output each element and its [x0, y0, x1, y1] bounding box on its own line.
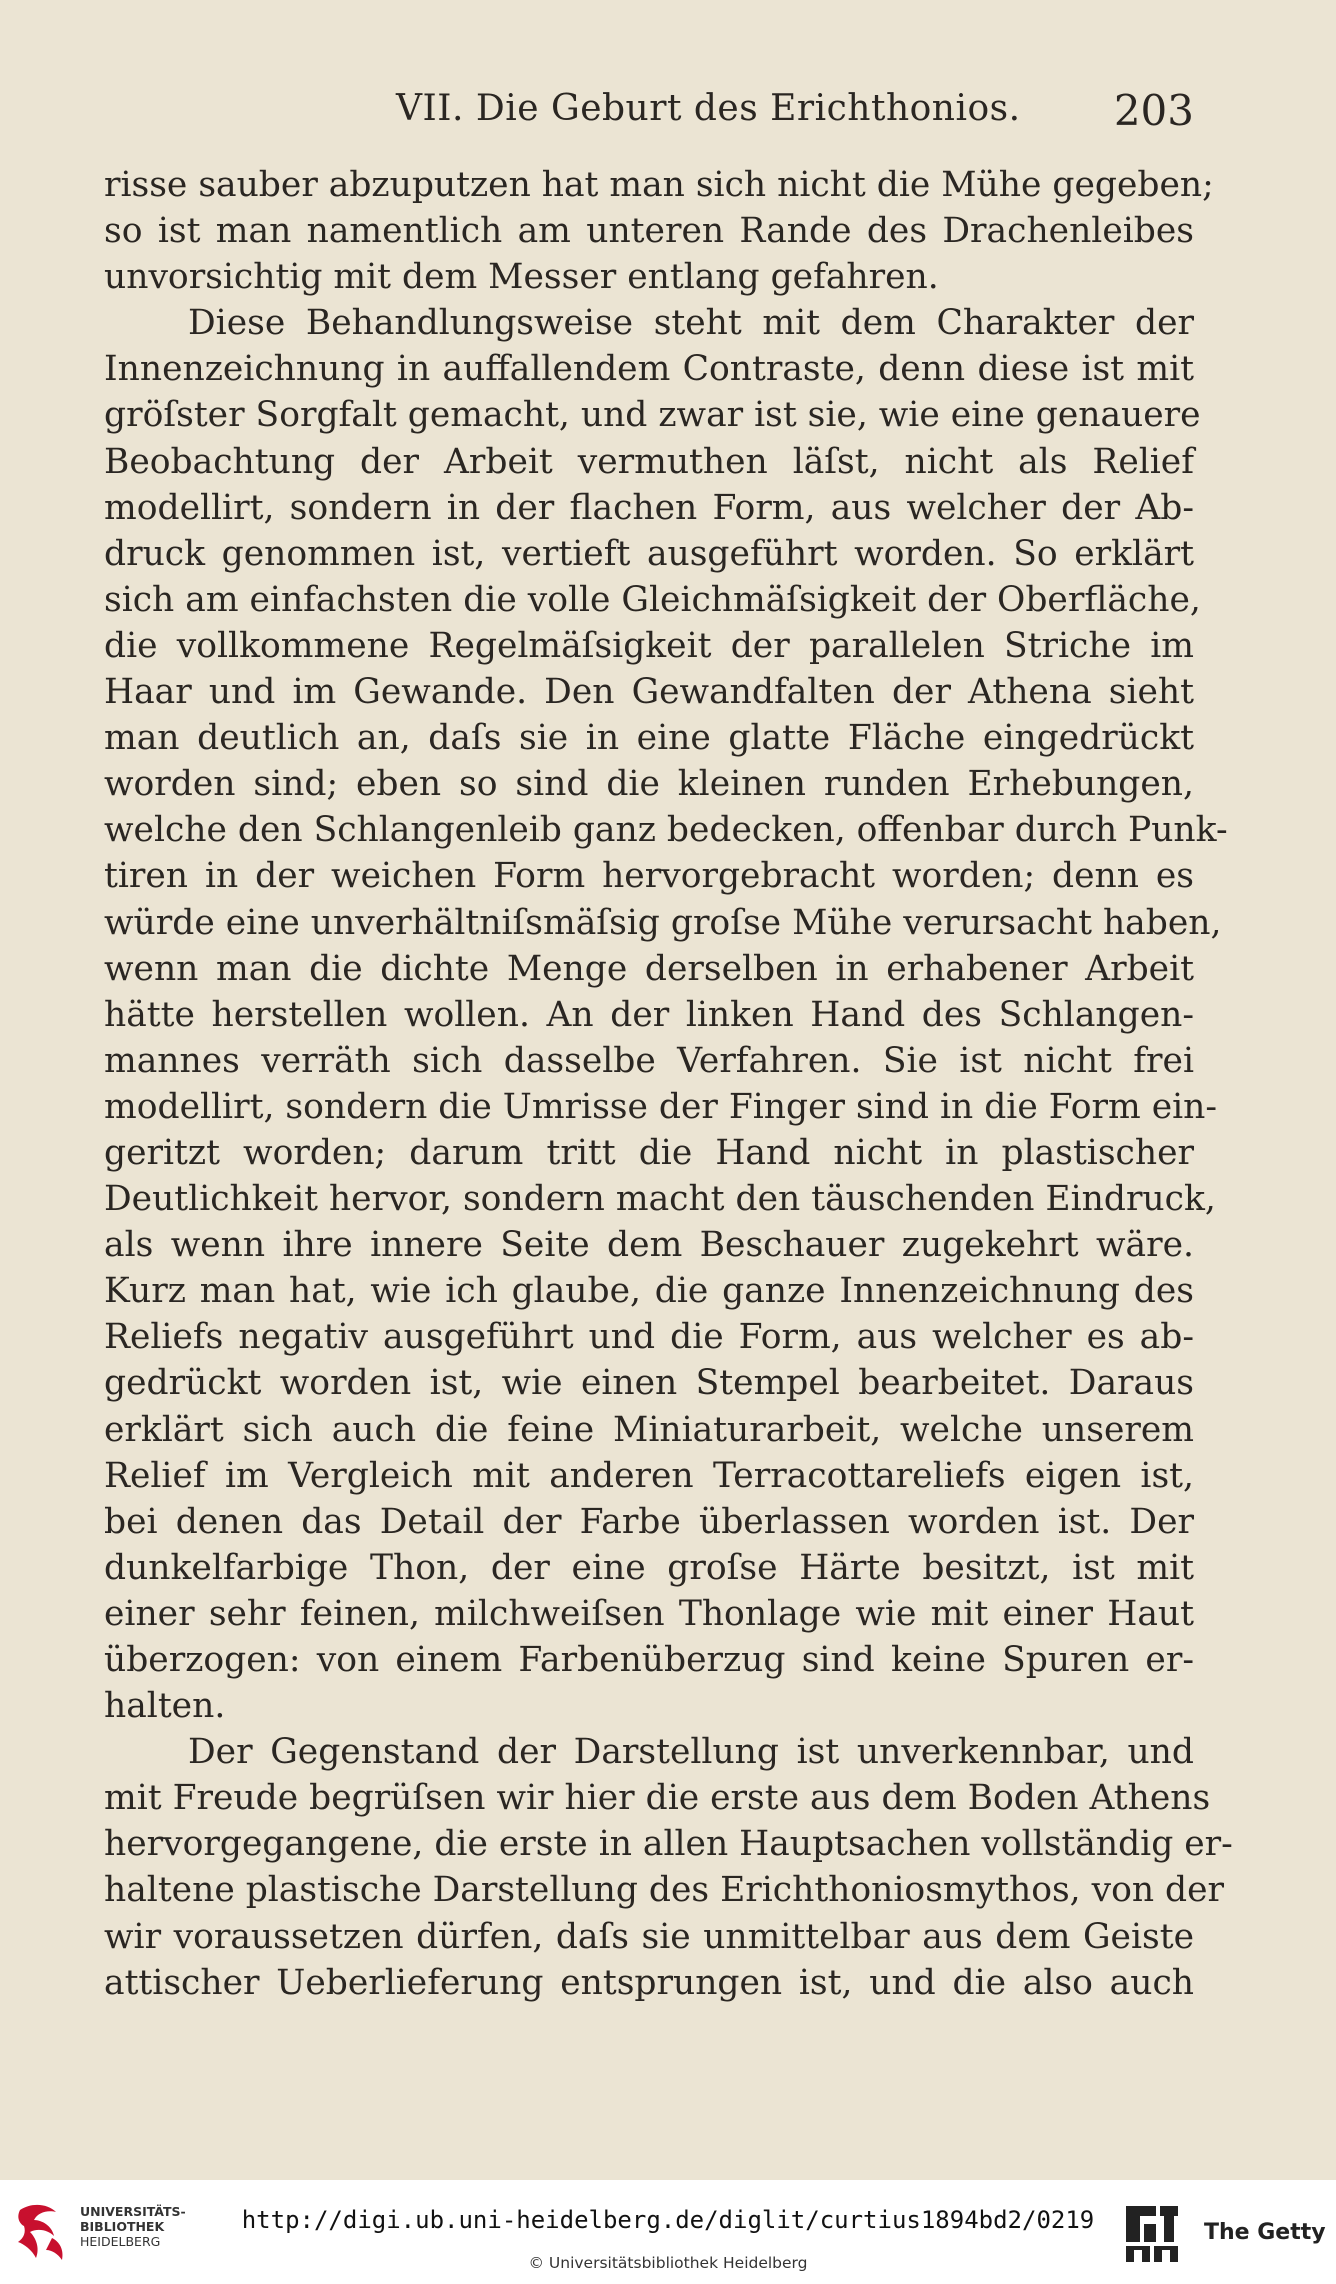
text-line: Deutlichkeit hervor, sondern macht den täuschenden Eindruck, [104, 1179, 1216, 1220]
library-name-line3: HEIDELBERG [80, 2234, 161, 2249]
text-line: tiren in der weichen Form hervorgebracht worden; denn es [104, 856, 1194, 897]
getty-name: The Getty [1204, 2220, 1326, 2245]
text-line: Kurz man hat, wie ich glaube, die ganze Innenzeichnung des [104, 1271, 1194, 1312]
text-line: Innenzeichnung in auffallendem Contraste, denn diese ist mit [104, 349, 1194, 390]
text-line: druck genommen ist, vertieft ausgeführt worden. So erklärt [104, 533, 1194, 574]
text-line: hervorgegangene, die erste in allen Hauptsachen vollständig er- [104, 1824, 1233, 1865]
text-line: dunkelfarbige Thon, der eine groſse Härte besitzt, ist mit [104, 1547, 1194, 1588]
text-line: modellirt, sondern in der flachen Form, aus welcher der Ab- [104, 487, 1194, 528]
text-line: Reliefs negativ ausgeführt und die Form, aus welcher es ab- [104, 1317, 1194, 1358]
text-line: wenn man die dichte Menge derselben in erhabener Arbeit [104, 948, 1194, 989]
text-line: Relief im Vergleich mit anderen Terracottareliefs eigen ist, [104, 1455, 1194, 1496]
text-line: gröſster Sorgfalt gemacht, und zwar ist sie, wie eine genauere [104, 395, 1201, 436]
text-line: so ist man namentlich am unteren Rande des Drachenleibes [104, 211, 1194, 252]
text-line: Haar und im Gewande. Den Gewandfalten der Athena sieht [104, 672, 1194, 713]
text-line: mit Freude begrüſsen wir hier die erste aus dem Boden Athens [104, 1778, 1211, 1819]
text-line: würde eine unverhältniſsmäſsig groſse Mühe verursacht haben, [104, 902, 1222, 943]
text-line: einer sehr feinen, milchweiſsen Thonlage wie mit einer Haut [104, 1593, 1194, 1634]
text-line: gedrückt worden ist, wie einen Stempel bearbeitet. Daraus [104, 1363, 1194, 1404]
page-number: 203 [1113, 86, 1194, 135]
copyright-notice: © Universitätsbibliothek Heidelberg [528, 2254, 808, 2272]
text-line: erklärt sich auch die feine Miniaturarbeit, welche unserem [104, 1409, 1194, 1450]
getty-logo-icon [1124, 2204, 1180, 2264]
footer-bar [0, 2180, 1336, 2284]
permalink-url[interactable]: http://digi.ub.uni-heidelberg.de/diglit/curtius1894bd2/0219 [241, 2206, 1095, 2234]
text-line: mannes verräth sich dasselbe Verfahren. Sie ist nicht frei [104, 1040, 1194, 1081]
text-line: worden sind; eben so sind die kleinen runden Erhebungen, [104, 764, 1194, 805]
text-line: Diese Behandlungsweise steht mit dem Charakter der [188, 303, 1194, 344]
text-line: als wenn ihre innere Seite dem Beschauer zugekehrt wäre. [104, 1225, 1194, 1266]
text-line: welche den Schlangenleib ganz bedecken, offenbar durch Punk- [104, 810, 1228, 851]
text-line: die vollkommene Regelmäſsigkeit der parallelen Striche im [104, 625, 1194, 666]
text-line: unvorsichtig mit dem Messer entlang gefahren. [104, 257, 939, 298]
text-line: sich am einfachsten die volle Gleichmäſsigkeit der Oberfläche, [104, 579, 1201, 620]
running-head: VII. Die Geburt des Erichthonios. [396, 88, 1021, 129]
text-line: überzogen: von einem Farbenüberzug sind keine Spuren er- [104, 1640, 1194, 1680]
text-line: geritzt worden; darum tritt die Hand nicht in plastischer [104, 1132, 1194, 1173]
text-line: Der Gegenstand der Darstellung ist unverkennbar, und [188, 1732, 1194, 1773]
page-header [104, 82, 1194, 142]
text-line: risse sauber abzuputzen hat man sich nicht die Mühe gegeben; [104, 165, 1214, 205]
text-line: haltene plastische Darstellung des Erichthoniosmythos, von der [104, 1870, 1225, 1911]
library-name-line2: BIBLIOTHEK [80, 2219, 165, 2234]
text-line: halten. [104, 1686, 226, 1727]
text-line: attischer Ueberlieferung entsprungen ist, und die also auch [104, 1962, 1194, 2003]
library-name-line1: UNIVERSITÄTS- [80, 2204, 186, 2219]
text-line: modellirt, sondern die Umrisse der Finger sind in die Form ein- [104, 1086, 1218, 1127]
text-line: bei denen das Detail der Farbe überlassen worden ist. Der [104, 1501, 1194, 1542]
text-line: wir voraussetzen dürfen, daſs sie unmittelbar aus dem Geiste [104, 1916, 1194, 1957]
text-line: Beobachtung der Arbeit vermuthen läſst, nicht als Relief [104, 441, 1194, 482]
text-line: man deutlich an, daſs sie in eine glatte Fläche eingedrückt [104, 718, 1194, 759]
body-text [104, 162, 1233, 2006]
text-line: hätte herstellen wollen. An der linken Hand des Schlangen- [104, 994, 1194, 1035]
